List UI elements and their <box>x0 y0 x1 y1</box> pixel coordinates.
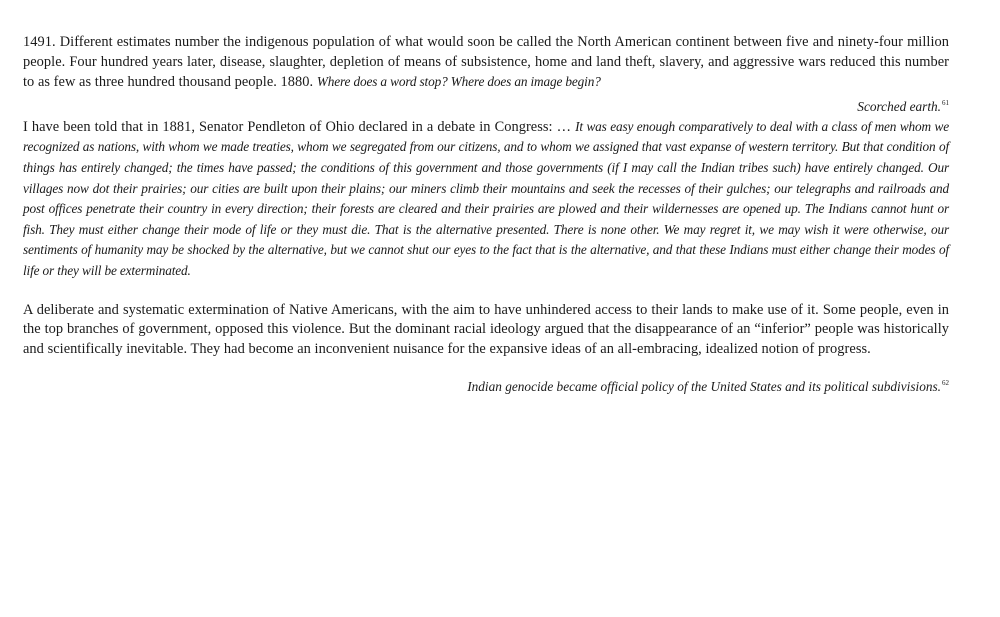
paragraph-extermination: A deliberate and systematic extermination of Native Americans, with the aim to have unhindered access to their lands to make use of it. Some people, even in the top branches of government, opposed this violence. But the dominant racial ideology argued that the disappearance of an “inferior” people was historically and scientifically inevitable. They had become an inconvenient nuisance for the expansive ideas of an all-embracing, idealized notion of progress. <box>23 301 949 357</box>
pendleton-intro: I have been told that in 1881, Senator Pendleton of Ohio declared in a debate in Congress: … <box>23 118 576 135</box>
document-page <box>23 33 949 396</box>
footnote-61: 61 <box>942 98 949 107</box>
paragraph-pendleton <box>23 117 949 282</box>
paragraph-1491-text: 1491. Different estimates number the indigenous population of what would soon be called the North American continent between five and ninety-four million people. Four hundred years later, disease, slaughter, depletion of means of subsistence, home and land theft, slavery, and aggressive wars reduced this number to as few as three hundred thousand people. 1880. <box>23 34 949 91</box>
genocide-policy-caption <box>23 378 949 396</box>
pendleton-quote: It was easy enough comparatively to deal with a class of men whom we recognized as nations, with whom we made treaties, whom we segregated from our citizens, and to whom we assigned that vast expanse of western territory. But that condition of things has entirely changed; the times have passed; the conditions of this government and those governments (if I may call the Indian tribes such) have entirely changed. Our villages now dot their prairies; our cities are built upon their plains; our miners climb their mountains and seek the recesses of their gulches; our telegraphs and railroads and post offices penetrate their country in every direction; their forests are cleared and their prairies are plowed and their wildernesses are opened up. The Indians cannot hunt or fish. They must either change their mode of life or they must die. That is the alternative presented. There is none other. We may regret it, we may wish it were otherwise, our sentiments of humanity may be shocked by the alternative, but we cannot shut our eyes to the fact that is the alternative, and that these Indians must either change their modes of life or they will be exterminated. <box>23 118 950 278</box>
footnote-62: 62 <box>942 379 949 388</box>
scorched-earth-text: Scorched earth. <box>857 98 941 114</box>
paragraph-1491 <box>23 33 949 93</box>
scorched-earth-caption <box>23 98 949 116</box>
genocide-policy-text: Indian genocide became official policy of the United States and its political subdivisions. <box>467 379 941 395</box>
paragraph-1491-italic-question: Where does a word stop? Where does an image begin? <box>316 74 601 90</box>
